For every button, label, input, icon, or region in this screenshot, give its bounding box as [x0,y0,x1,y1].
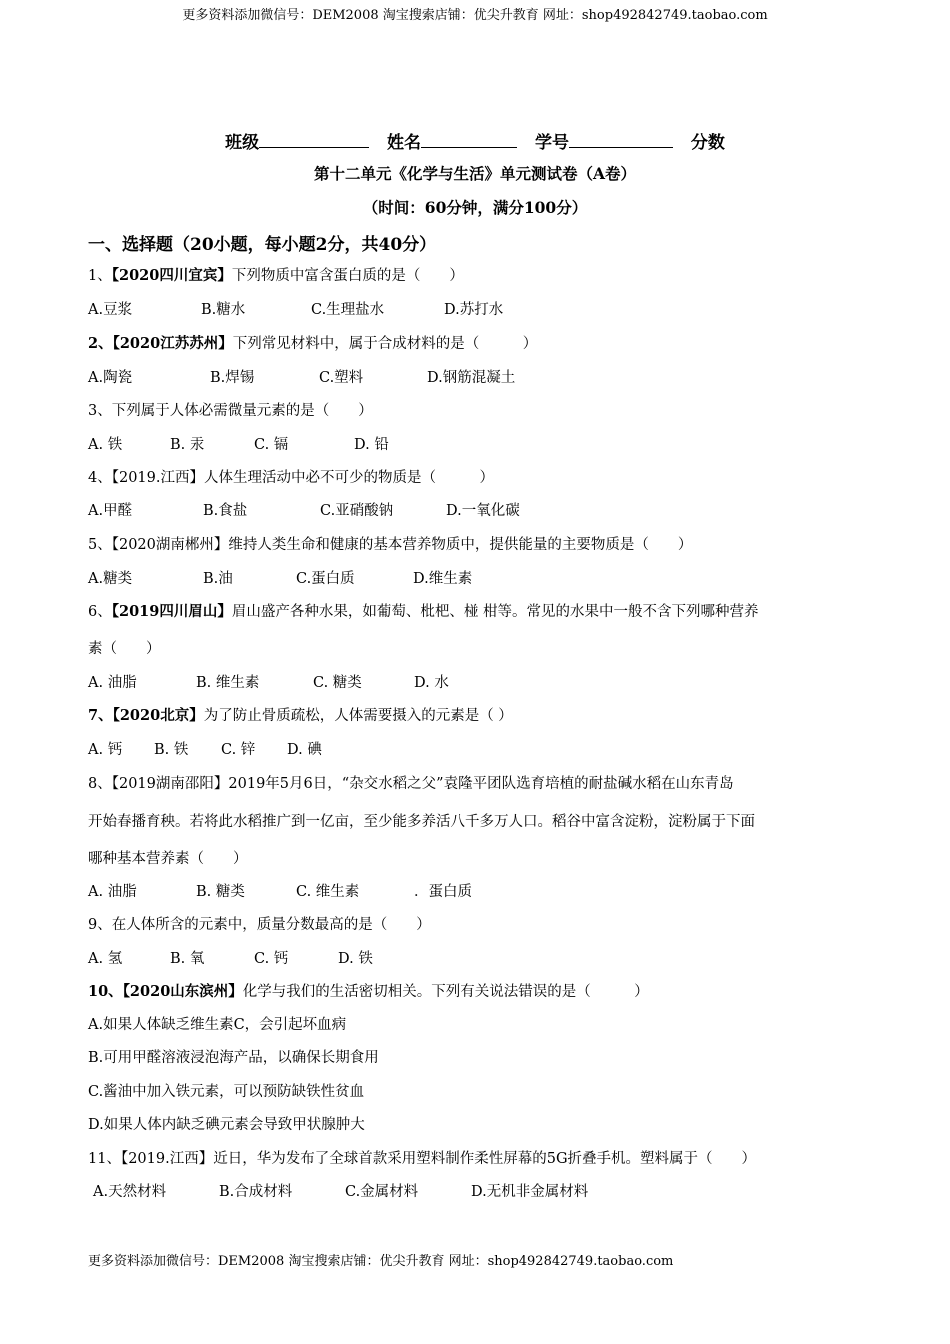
question-1: 1、【2020四川宜宾】下列物质中富含蛋白质的是（ ） [88,267,464,284]
option: A. 油脂 [88,675,137,691]
question-9: 9、在人体所含的元素中，质量分数最高的是（ ） [88,917,431,933]
question-4: 4、【2019.江西】人体生理活动中必不可少的物质是（ ） [88,470,494,486]
option: D. 铁 [338,951,373,967]
option: A.糖类 [88,571,133,587]
option: C.亚硝酸钠 [320,503,394,519]
option: D.钢筋混凝土 [427,370,516,386]
question-6-options [88,671,449,692]
option: A. 氢 [88,951,123,967]
question-5-options [88,567,472,588]
question-3: 3、下列属于人体必需微量元素的是（ ） [88,403,373,419]
option: A. 铁 [88,437,123,453]
question-10: 10、【2020山东滨州】化学与我们的生活密切相关。下列有关说法错误的是（ ） [88,983,649,1000]
question-9-options [88,947,373,968]
exam-subtitle: （时间：60分钟，满分100分） [362,198,588,217]
option: A.天然材料 [93,1184,167,1200]
name-label: 姓名 [387,133,422,153]
exam-title: 第十二单元《化学与生活》单元测试卷（A卷） [313,164,637,183]
option: A. 油脂 [88,884,137,900]
question-8: 8、【2019湖南邵阳】2019年5月6日，“杂交水稻之父”袁隆平团队选育培植的耐盐碱水稻在山东青岛 [88,776,734,792]
question-11: 11、【2019.江西】近日，华为发布了全球首款采用塑料制作柔性屏幕的5G折叠手机。塑料属于（ ） [88,1151,757,1167]
option: B.糖水 [201,302,246,318]
question-1-options [88,298,503,319]
question-2: 2、【2020江苏苏州】下列常见材料中，属于合成材料的是（ ） [88,335,538,352]
name-blank [421,131,517,148]
option: B. 铁 [154,742,189,758]
option: B. 维生素 [196,675,260,691]
section-heading: 一、选择题（20小题，每小题2分，共40分） [88,235,437,255]
option: C.蛋白质 [296,571,355,587]
option: C.金属材料 [345,1184,419,1200]
option: B. 汞 [170,437,205,453]
question-8-options [88,880,472,901]
question-11-options [93,1180,588,1201]
question-3-options [88,433,389,454]
option: A.甲醛 [88,503,133,519]
option: D. 碘 [287,742,322,758]
option: C. 钙 [254,951,289,967]
option: C.生理盐水 [311,302,385,318]
option: D.一氧化碳 [446,503,520,519]
option: C. 锌 [221,742,256,758]
option: B.食盐 [203,503,248,519]
option: B.合成材料 [219,1184,293,1200]
option: A.陶瓷 [88,370,133,386]
option: C. 维生素 [296,884,360,900]
option: B. 氧 [170,951,205,967]
option: D. 铅 [354,437,389,453]
class-label: 班级 [225,133,260,153]
question-5: 5、【2020湖南郴州】维持人类生命和健康的基本营养物质中，提供能量的主要物质是（ ） [88,537,693,553]
question-8-continued: 开始春播育秧。若将此水稻推广到一亿亩，至少能多养活八千多万人口。稻谷中富含淀粉，淀粉属于下面 [88,814,755,830]
option: D.如果人体内缺乏碘元素会导致甲状腺肿大 [88,1117,365,1133]
question-8-continued: 哪种基本营养素（ ） [88,851,248,867]
option: B.焊锡 [210,370,255,386]
student-info-line [0,128,950,153]
option: ．蛋白质 [414,884,472,900]
question-2-options [88,366,515,387]
question-6-continued: 素（ ） [88,641,161,657]
option: C. 糖类 [313,675,362,691]
option: D.苏打水 [444,302,504,318]
page-header: 更多资料添加微信号：DEM2008 淘宝搜索店铺：优尖升教育 网址：shop492842749.taobao.com [182,8,768,23]
number-label: 学号 [534,133,569,153]
option: C.酱油中加入铁元素，可以预防缺铁性贫血 [88,1084,365,1100]
question-6: 6、【2019四川眉山】眉山盛产各种水果，如葡萄、枇杷、椪 柑等。常见的水果中一般不含下列哪种营养 [88,603,759,620]
option: C. 镉 [254,437,289,453]
option: D.无机非金属材料 [471,1184,589,1200]
number-blank [569,131,673,148]
option: A.豆浆 [88,302,133,318]
option: D. 水 [414,675,449,691]
option: A. 钙 [88,742,123,758]
option: B.油 [203,571,233,587]
class-blank [259,131,369,148]
option: B. 糖类 [196,884,245,900]
question-4-options [88,499,520,520]
score-label: 分数 [690,133,725,153]
page-footer: 更多资料添加微信号：DEM2008 淘宝搜索店铺：优尖升教育 网址：shop492842749.taobao.com [88,1254,674,1269]
question-7: 7、【2020北京】为了防止骨质疏松，人体需要摄入的元素是（ ） [88,707,513,724]
question-7-options [88,738,322,759]
option: B.可用甲醛溶液浸泡海产品，以确保长期食用 [88,1050,379,1066]
option: A.如果人体缺乏维生素C，会引起坏血病 [88,1017,347,1033]
option: C.塑料 [319,370,364,386]
option: D.维生素 [413,571,473,587]
